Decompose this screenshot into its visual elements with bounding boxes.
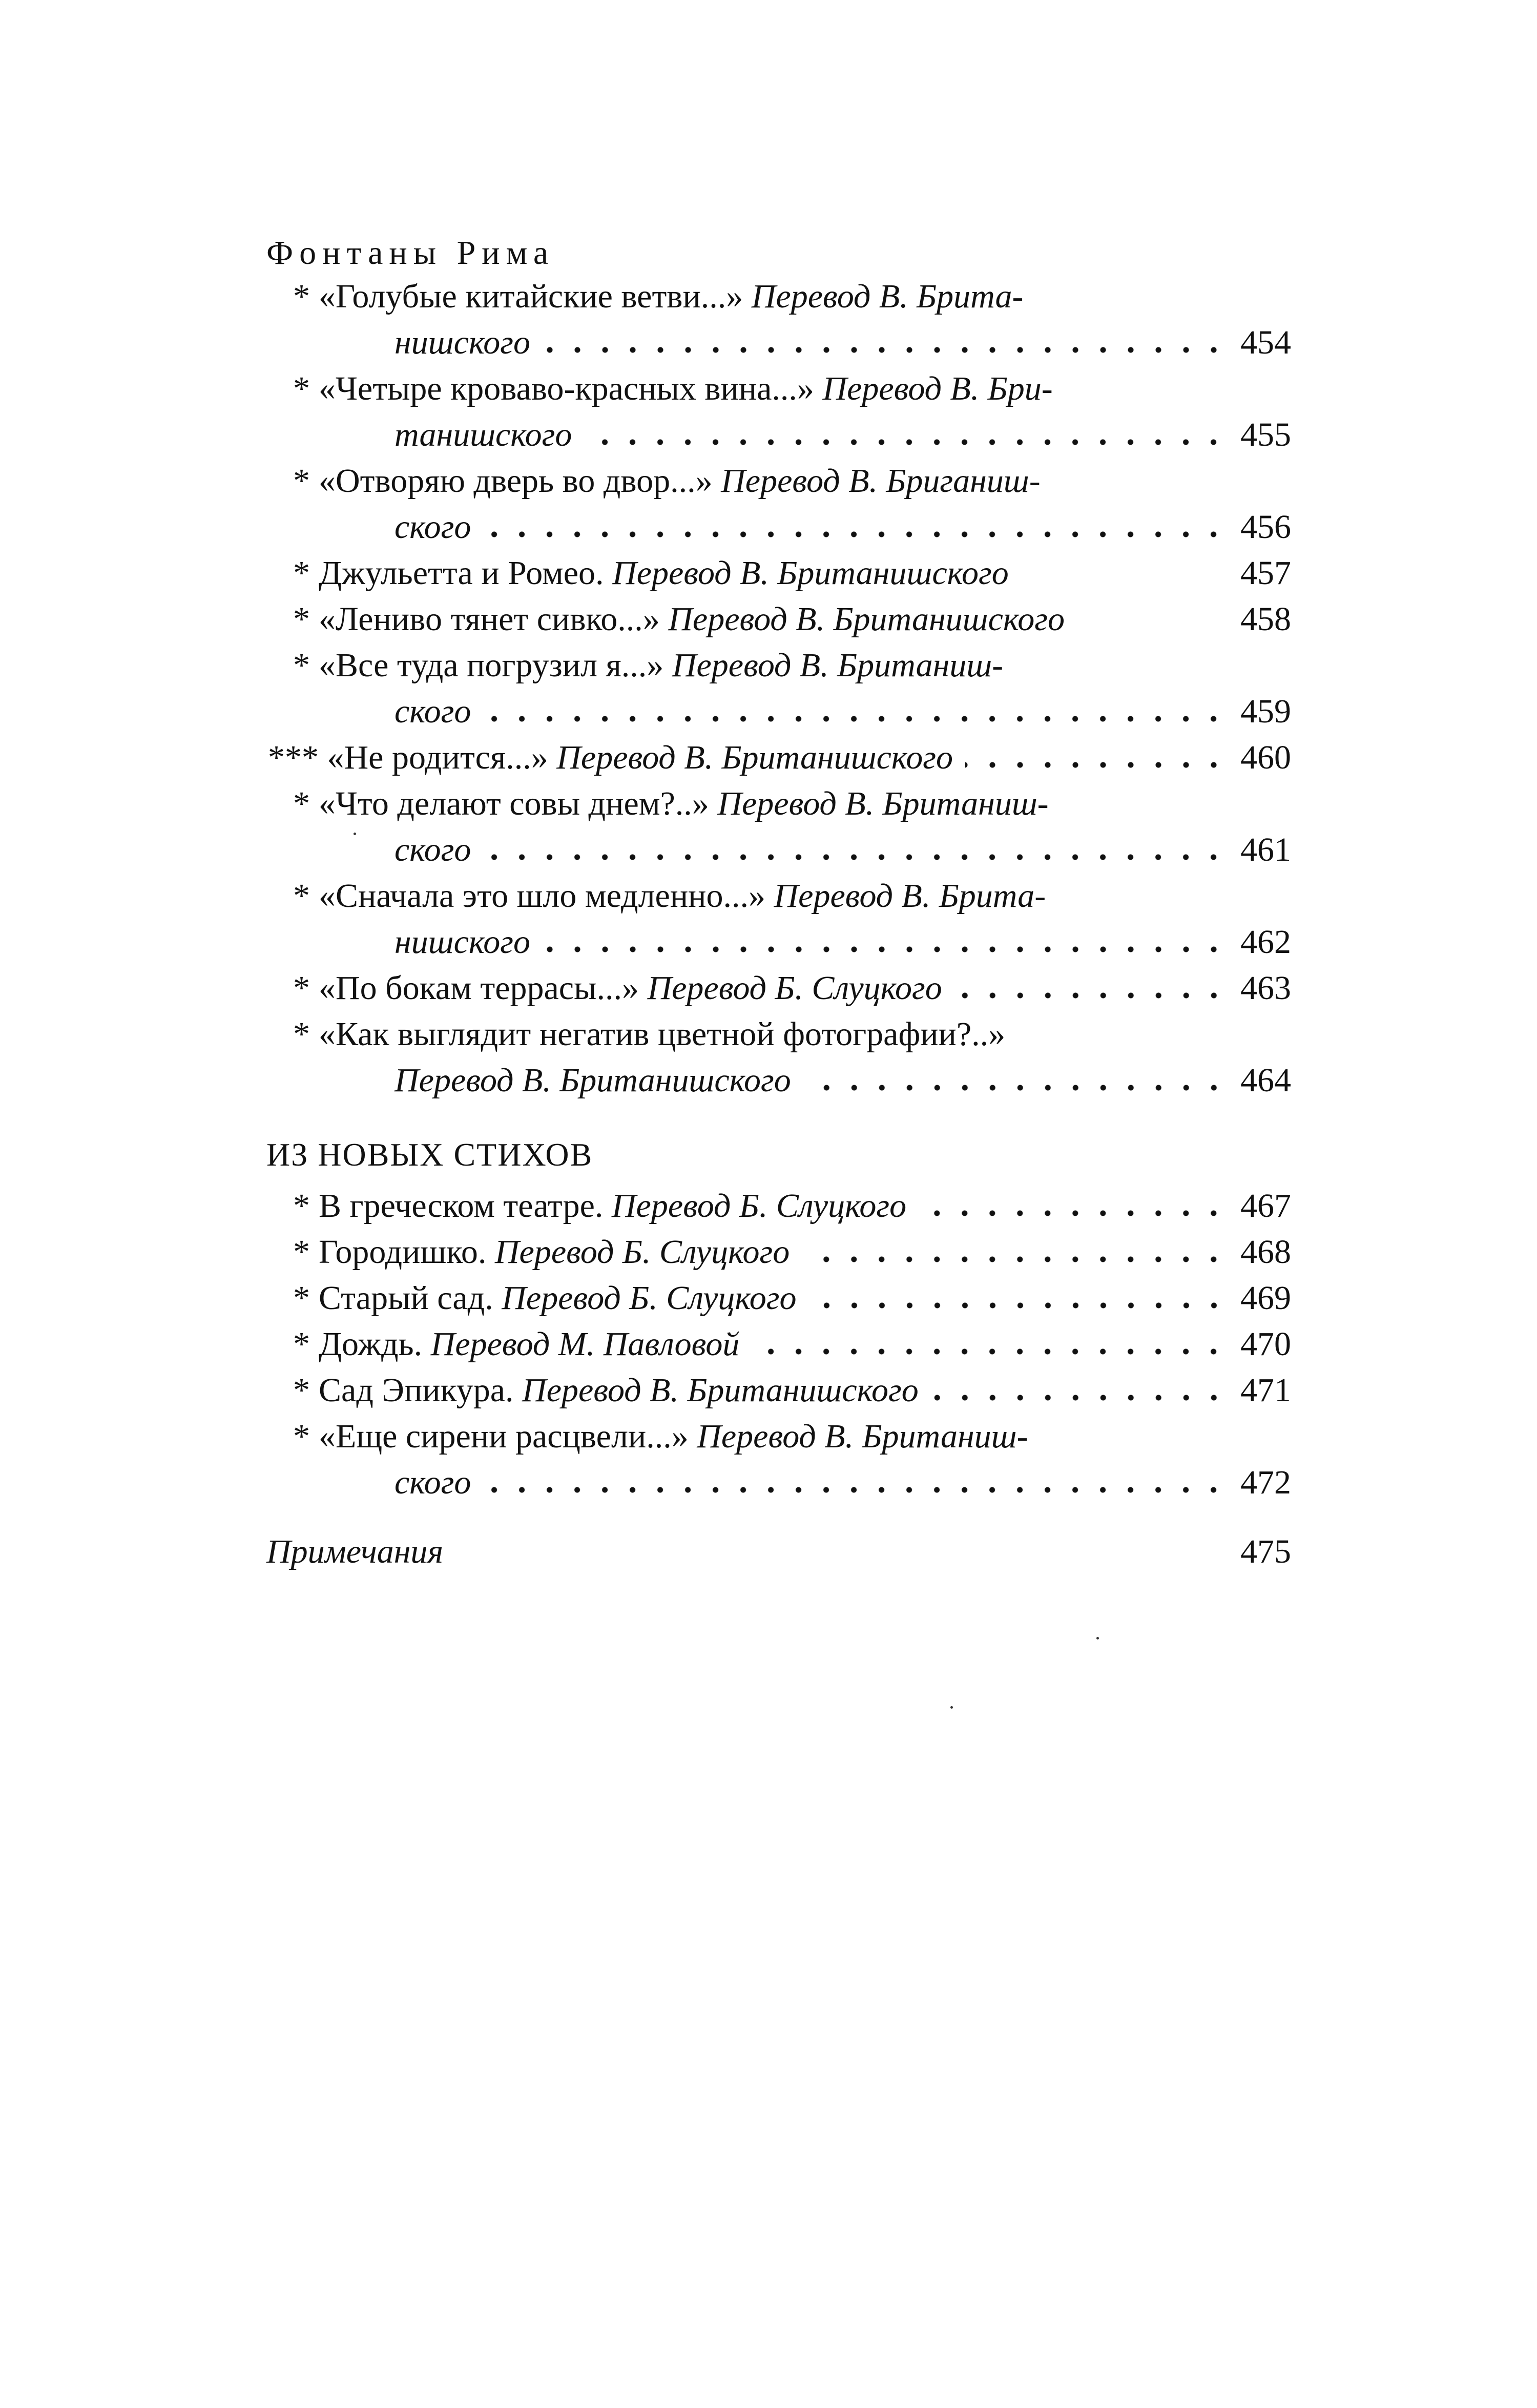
- page-number: 463: [1240, 969, 1291, 1007]
- asterisk-marker: *: [293, 1279, 310, 1317]
- entry-translator: Перевод В. Брита-: [751, 278, 1024, 315]
- asterisk-marker: *: [293, 1325, 310, 1363]
- entry-title: «Что делают совы днем?..»: [319, 785, 709, 822]
- entry-title: «Голубые китайские ветви...»: [319, 278, 743, 315]
- entry-title: «Еще сирени расцвели...»: [319, 1418, 689, 1455]
- scan-speck: [950, 1706, 953, 1709]
- asterisk-marker: *: [293, 554, 310, 592]
- toc-entry: [293, 366, 1291, 411]
- entry-title: «По бокам террасы...»: [319, 969, 639, 1007]
- toc-notes-entry: [266, 1529, 1291, 1574]
- entry-translator: Перевод В. Британиш-: [717, 785, 1049, 822]
- toc-entry: [293, 1322, 1291, 1367]
- toc-entry: [293, 597, 1291, 642]
- dot-leader: [483, 529, 1228, 539]
- page-number: 457: [1240, 554, 1291, 592]
- page-number: 470: [1240, 1325, 1291, 1363]
- entry-translator: Перевод В. Брита-: [774, 877, 1046, 915]
- toc-entry: [293, 1230, 1291, 1275]
- toc-entry-continuation: [394, 1058, 1291, 1103]
- entry-translator: Перевод В. Британишского: [394, 1062, 791, 1099]
- asterisk-marker: *: [293, 1015, 310, 1053]
- entry-title: «Не родится...»: [327, 739, 548, 776]
- toc-entry: [293, 781, 1291, 826]
- entry-translator: Перевод Б. Слуцкого: [494, 1233, 790, 1271]
- entry-translator: Перевод В. Британишского: [556, 739, 953, 776]
- entry-title: «Четыре кроваво-красных вина...»: [319, 370, 814, 407]
- dot-leader: [919, 1208, 1228, 1218]
- toc-entry: [293, 1368, 1291, 1413]
- toc-entry-continuation: [394, 320, 1291, 365]
- dot-leader: [752, 1346, 1228, 1357]
- entry-title: Сад Эпикура.: [319, 1372, 514, 1409]
- entry-translator: Перевод В. Бриганиш-: [721, 462, 1041, 500]
- entry-translator: ского: [394, 693, 471, 730]
- asterisk-marker: *: [293, 1233, 310, 1271]
- entry-translator: Перевод В. Бри-: [822, 370, 1053, 407]
- entry-translator: Перевод Б. Слуцкого: [647, 969, 942, 1007]
- page-number: 458: [1240, 600, 1291, 638]
- entry-translator: Перевод В. Британиш-: [697, 1418, 1028, 1455]
- toc-entry-continuation: [394, 505, 1291, 550]
- toc-entry: [293, 551, 1291, 596]
- entry-title: «Все туда погрузил я...»: [319, 647, 664, 684]
- toc-entry: [293, 1276, 1291, 1321]
- entry-title: Дождь.: [319, 1325, 423, 1363]
- page-number: 460: [1240, 739, 1291, 776]
- dot-leader: [931, 1393, 1228, 1403]
- toc-entry: [268, 735, 1291, 780]
- toc-entry: [293, 459, 1291, 504]
- page-number: 472: [1240, 1464, 1291, 1501]
- page-number: 471: [1240, 1372, 1291, 1409]
- page-number: 464: [1240, 1062, 1291, 1099]
- entry-translator: ского: [394, 1464, 471, 1501]
- entry-translator: Перевод Б. Слуцкого: [502, 1279, 797, 1317]
- dot-leader: [809, 1300, 1228, 1311]
- entry-title: «Лениво тянет сивко...»: [319, 600, 660, 638]
- asterisk-marker: *: [293, 969, 310, 1007]
- asterisk-marker: *: [293, 600, 310, 638]
- toc-entry-continuation: [394, 827, 1291, 873]
- entry-title: Старый сад.: [319, 1279, 493, 1317]
- dot-leader: [483, 714, 1228, 724]
- entry-title: «Отворяю дверь во двор...»: [319, 462, 713, 500]
- scan-speck: [1096, 1637, 1099, 1639]
- toc-entry-continuation: [394, 412, 1291, 458]
- dot-leader: [483, 1485, 1228, 1495]
- page-number: 462: [1240, 923, 1291, 961]
- entry-translator: танишского: [394, 416, 572, 453]
- toc-entry: [293, 966, 1291, 1011]
- entry-translator: Перевод М. Павловой: [430, 1325, 740, 1363]
- dot-leader: [543, 345, 1228, 355]
- entry-translator: ского: [394, 831, 471, 868]
- section-title: ИЗ НОВЫХ СТИХОВ: [266, 1136, 593, 1173]
- dot-leader: [954, 990, 1228, 1001]
- entry-translator: Перевод В. Британишского: [668, 600, 1065, 638]
- section-title: Фонтаны Рима: [266, 234, 555, 272]
- asterisk-marker: *: [293, 370, 310, 407]
- asterisk-marker: *: [293, 1418, 310, 1455]
- asterisk-marker: *: [293, 462, 310, 500]
- notes-label: Примечания: [266, 1533, 444, 1570]
- asterisk-marker: *: [293, 1372, 310, 1409]
- entry-translator: нишского: [394, 923, 530, 961]
- page-number: 469: [1240, 1279, 1291, 1317]
- asterisk-marker: *: [293, 877, 310, 915]
- dot-leader: [803, 1083, 1228, 1093]
- asterisk-marker: *: [293, 647, 310, 684]
- toc-entry: [293, 643, 1291, 688]
- page-number: 467: [1240, 1187, 1291, 1224]
- toc-entry-continuation: [394, 920, 1291, 965]
- entry-translator: ского: [394, 508, 471, 546]
- entry-translator: Перевод В. Британишского: [612, 554, 1009, 592]
- dot-leader: [965, 760, 1228, 770]
- entry-translator: Перевод Б. Слуцкого: [611, 1187, 907, 1224]
- toc-entry: [293, 1414, 1291, 1459]
- entry-title: Городишко.: [319, 1233, 487, 1271]
- entry-title: «Как выглядит негатив цветной фотографии?..»: [319, 1015, 1006, 1053]
- page-number: 454: [1240, 324, 1291, 361]
- entry-title: «Сначала это шло медленно...»: [319, 877, 765, 915]
- dot-leader: [584, 437, 1228, 447]
- toc-entry-continuation: [394, 1460, 1291, 1505]
- entry-translator: нишского: [394, 324, 530, 361]
- dot-leader: [483, 852, 1228, 862]
- dot-leader: [543, 944, 1228, 954]
- page-number: 475: [1240, 1533, 1291, 1570]
- toc-entry: [293, 1184, 1291, 1229]
- page-number: 459: [1240, 693, 1291, 730]
- entry-title: Джульетта и Ромео.: [319, 554, 604, 592]
- entry-title: В греческом театре.: [319, 1187, 604, 1224]
- page-number: 455: [1240, 416, 1291, 453]
- entry-translator: Перевод В. Британишского: [522, 1372, 919, 1409]
- page-number: 456: [1240, 508, 1291, 546]
- page-number: 461: [1240, 831, 1291, 868]
- scan-speck: [354, 833, 356, 835]
- toc-entry: [293, 1012, 1291, 1057]
- dot-leader: [802, 1254, 1228, 1264]
- asterisk-marker: *: [293, 278, 310, 315]
- entry-translator: Перевод В. Британиш-: [672, 647, 1004, 684]
- page-number: 468: [1240, 1233, 1291, 1271]
- asterisk-marker: ***: [268, 739, 319, 776]
- toc-entry-continuation: [394, 689, 1291, 734]
- toc-entry: [293, 274, 1291, 319]
- toc-entry: [293, 874, 1291, 919]
- asterisk-marker: *: [293, 1187, 310, 1224]
- asterisk-marker: *: [293, 785, 310, 822]
